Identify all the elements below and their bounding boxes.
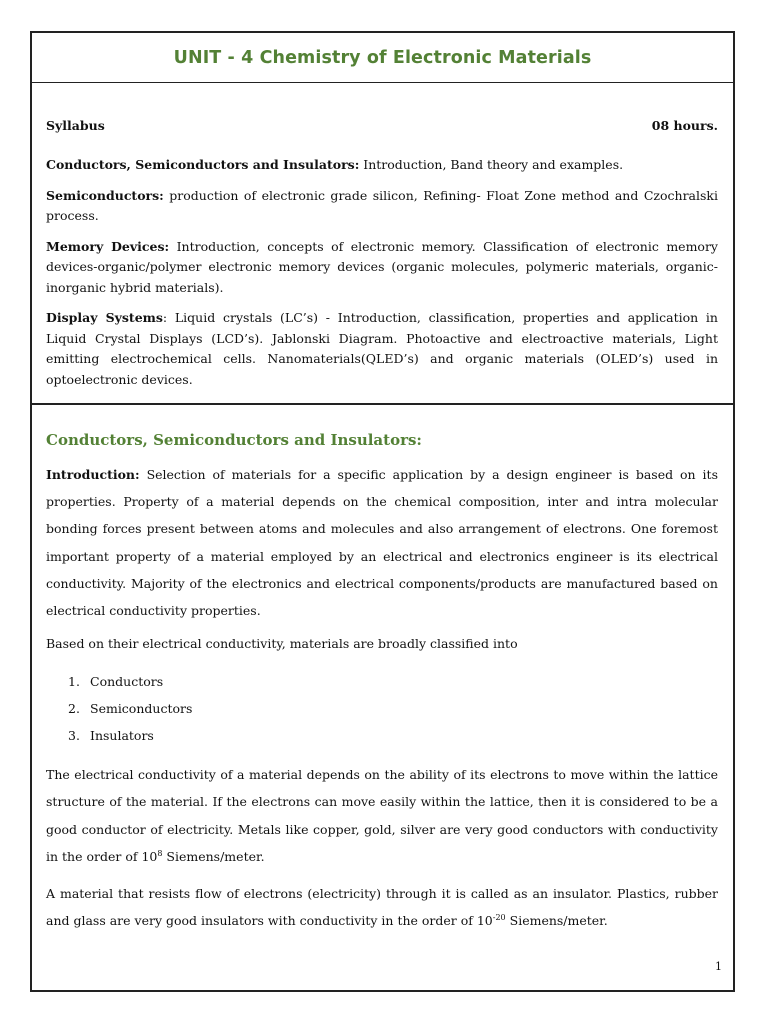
classification-list [46,668,718,749]
syllabus-item-term: Memory Devices: [46,238,170,254]
list-item-label: Semiconductors [90,701,193,717]
syllabus-item-text: Introduction, Band theory and examples. [359,157,624,172]
syllabus-item [46,186,718,227]
title-box [32,33,733,83]
syllabus-box [32,82,733,405]
conductor-unit: Siemens/meter. [162,848,265,864]
page-frame [30,31,735,992]
syllabus-item [46,155,718,176]
conductor-paragraph [46,761,718,870]
syllabus-header [46,118,718,133]
syllabus-label: Syllabus [46,118,105,133]
page-number: 1 [715,960,722,973]
intro-term: Introduction: [46,467,140,482]
syllabus-item [46,237,718,299]
list-item-label: Conductors [90,674,164,690]
page-title: UNIT - 4 Chemistry of Electronic Materials [173,47,592,68]
syllabus-item-text: Introduction, concepts of electronic memory. Classification of electronic memory devices-organic/polymer electronic memory devices (organic molecules, polymeric materials, organic-inorganic hybrid materials). [46,238,718,295]
insulator-paragraph [46,880,718,934]
list-item [46,722,718,749]
syllabus-item-term: Conductors, Semiconductors and Insulators: [46,157,360,172]
intro-text: Selection of materials for a specific application by a design engineer is based on its properties. Property of a material depends on the chemical composition, inter and intra molecular bonding forces present between atoms and molecules and also arrangement of electrons. One foremost important property of a material employed by an electrical and electronics engineer is its electrical conductivity. Majority of the electronics and electrical components/products are manufactured based on electrical conductivity properties. [46,467,718,619]
list-item-number: 2. [68,701,80,717]
section-heading: Conductors, Semiconductors and Insulators: [46,431,422,449]
insulator-text: A material that resists flow of electrons (electricity) through it is called as an insulator. Plastics, rubber and glass are very good insulators with conductivity in the order of 10 [46,886,718,929]
conductor-text: The electrical conductivity of a material depends on the ability of its electrons to move within the lattice structure of the material. If the electrons can move easily within the lattice, then it is considered to be a good conductor of electricity. Metals like copper, gold, silver are very good conductors with conductivity in the order of 10 [46,767,718,864]
insulator-exponent: -20 [492,913,506,923]
list-item-number: 3. [68,728,80,744]
conductor-exponent: 8 [157,848,163,858]
insulator-unit: Siemens/meter. [505,913,608,929]
intro-paragraph [46,461,718,624]
syllabus-item-term: Semiconductors: [46,187,164,203]
syllabus-hours: 08 hours. [651,118,718,133]
list-item [46,695,718,722]
syllabus-item-text: production of electronic grade silicon, Refining- Float Zone method and Czochralski process. [46,187,718,223]
syllabus-item [46,308,718,390]
main-content [46,431,718,944]
list-item [46,668,718,695]
classification-text: Based on their electrical conductivity, materials are broadly classified into [46,636,518,652]
syllabus-items [46,155,718,400]
list-item-label: Insulators [90,728,154,744]
syllabus-item-text: : Liquid crystals (LC’s) - Introduction, classification, properties and application in Liquid Crystal Displays (LCD’s). Jablonski Diagram. Photoactive and electroactive materials, Light emitting electrochemical cells. Nanomaterials(QLED’s) and organic materials (OLED’s) used in optoelectronic devices. [46,310,718,387]
syllabus-item-term: Display Systems [46,310,163,325]
list-item-number: 1. [68,674,80,690]
